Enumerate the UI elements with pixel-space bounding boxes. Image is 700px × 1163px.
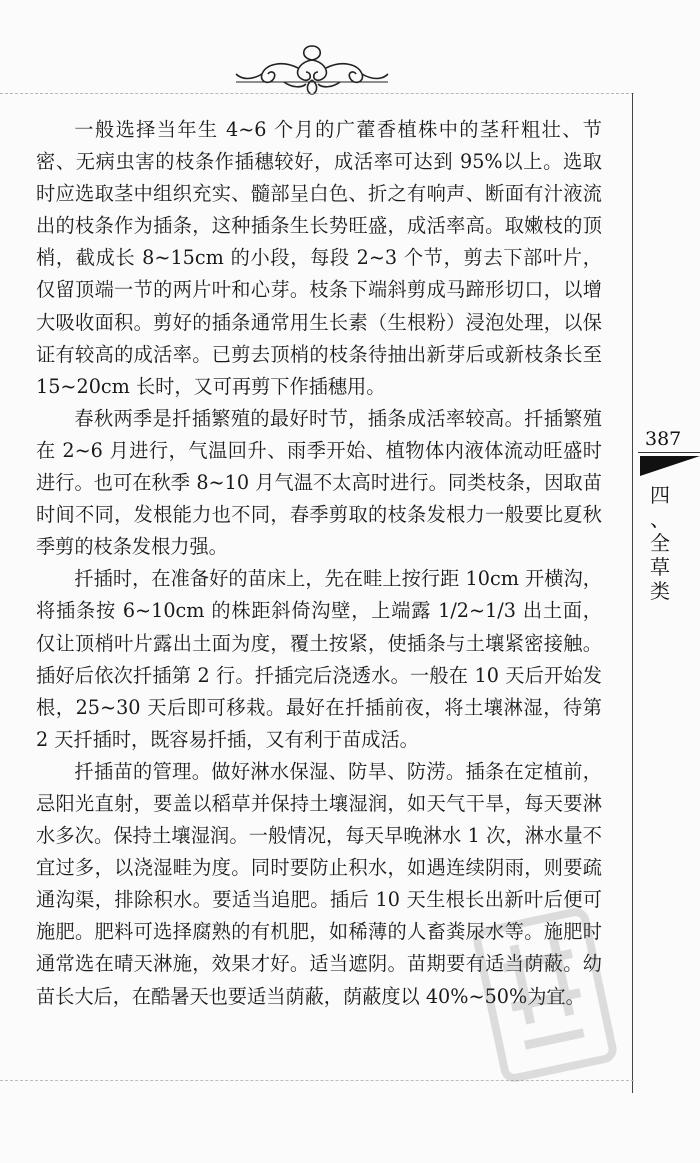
chapter-char: 全 bbox=[650, 531, 670, 555]
paragraph-4: 扦插苗的管理。做好淋水保湿、防旱、防涝。插条在定植前，忌阳光直射，要盖以稻草并保持土壤湿润，如天气干旱，每天要淋水多次。保持土壤湿润。一般情况，每天早晚淋水 1 次，淋水量不宜过多，以浇湿畦为度。同时要防止积水，如遇连续阴雨，则要疏通沟渠，排除积水。要适当追肥。插后 10 天生根长出新叶后便可施肥。肥料可选择腐熟的有机肥，如稀薄的人畜粪尿水等。施肥时通常选在晴天淋施，效果才好。适当遮阴。苗期要有适当荫蔽。幼苗长大后，在酷暑天也要适当荫蔽，荫蔽度以 40%~50%为宜。 bbox=[36, 759, 602, 1008]
chapter-char: 四 bbox=[650, 483, 670, 507]
chapter-label bbox=[648, 483, 672, 603]
side-rule bbox=[632, 93, 633, 1093]
paragraph-2: 春秋两季是扦插繁殖的最好时节，插条成活率较高。扦插繁殖在 2~6 月进行，气温回升、雨季开始、植物体内液体流动旺盛时进行。也可在秋季 8~10 月气温不太高时进行。同类枝条，因取苗时间不同，发根能力也不同，春季剪取的枝条发根力一般要比夏秋季剪的枝条发根力强。 bbox=[36, 406, 602, 559]
page-number-rule bbox=[638, 452, 700, 453]
chapter-char: 类 bbox=[650, 579, 670, 603]
page-number: 387 bbox=[645, 428, 682, 450]
watermark-seal-icon bbox=[470, 900, 620, 1090]
paragraph-3: 扦插时，在准备好的苗床上，先在畦上按行距 10cm 开横沟，将插条按 6~10cm 的株距斜倚沟壁，上端露 1/2~1/3 出土面，仅让顶梢叶片露出土面为度，覆土按紧，使插条与土壤紧密接触。插好后依次扦插第 2 行。扦插完后浇透水。一般在 10 天后开始发根，25~30 天后即可移栽。最好在扦插前夜，将土壤淋湿，待第 2 天扦插时，既容易扦插，又有利于苗成活。 bbox=[36, 567, 602, 751]
chapter-tab-arrow-icon bbox=[640, 456, 700, 478]
paragraph-1: 一般选择当年生 4~6 个月的广藿香植株中的茎秆粗壮、节密、无病虫害的枝条作插穗较好，成活率可达到 95%以上。选取时应选取茎中组织充实、髓部呈白色、折之有响声、断面有汁液流出的枝条作为插条，这种插条生长势旺盛，成活率高。取嫩枝的顶梢，截成长 8~15cm 的小段，每段 2~3 个节，剪去下部叶片，仅留顶端一节的两片叶和心芽。枝条下端斜剪成马蹄形切口，以增大吸收面积。剪好的插条通常用生长素（生根粉）浸泡处理，以保证有较高的成活率。已剪去顶梢的枝条待抽出新芽后或新枝条长至 15~20cm 长时，又可再剪下作插穗用。 bbox=[36, 118, 602, 398]
top-rule bbox=[0, 93, 634, 94]
body-text bbox=[36, 114, 602, 1013]
chapter-char: 、 bbox=[650, 507, 670, 531]
chapter-char: 草 bbox=[650, 555, 670, 579]
scroll-ornament-icon bbox=[232, 38, 392, 98]
